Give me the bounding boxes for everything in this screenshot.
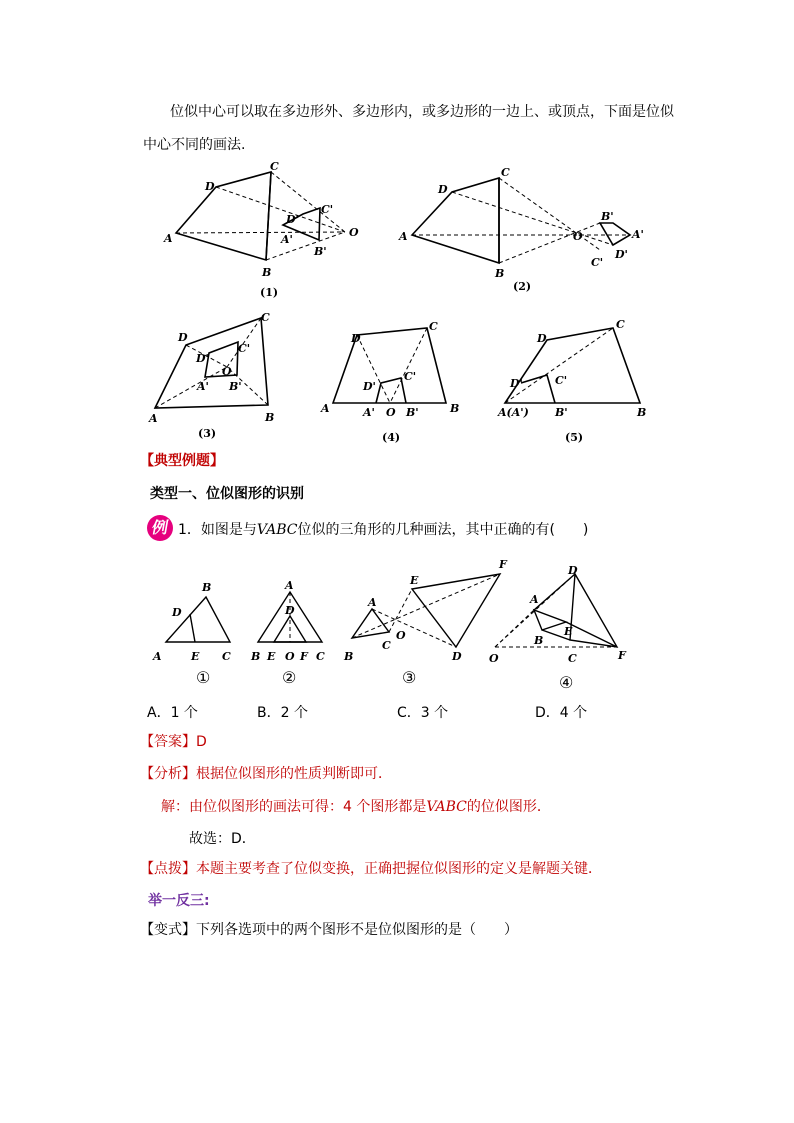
- label-a-prime: A': [281, 233, 293, 246]
- ex-label-e: E: [564, 625, 573, 638]
- example-badge: 例: [147, 515, 173, 541]
- ex-label-o: O: [489, 652, 499, 665]
- type-title: 类型一、位似图形的识别: [150, 486, 304, 502]
- label-c-prime: C': [238, 342, 251, 355]
- ex-label-c: C: [568, 652, 577, 665]
- figure-4: [318, 315, 468, 445]
- ex-label-c: C: [316, 650, 325, 663]
- option-d[interactable]: D．4 个: [535, 705, 588, 721]
- label-c: C: [261, 311, 270, 324]
- fig-number-4: ④: [559, 673, 574, 692]
- ex-label-c: C: [382, 639, 391, 652]
- label-d-prime: D': [510, 377, 523, 390]
- practice-title: 举一反三:: [148, 893, 210, 909]
- fig-number-3: ③: [402, 668, 417, 687]
- label-o: O: [573, 230, 583, 243]
- ex-label-f: F: [618, 649, 626, 662]
- label-b-prime: B': [601, 210, 614, 223]
- label-d-prime: D': [363, 380, 376, 393]
- label-a-prime: A': [197, 380, 209, 393]
- label-b: B: [265, 411, 275, 424]
- ex-label-e: E: [267, 650, 276, 663]
- ex-label-b: B: [534, 634, 544, 647]
- example-question: 1．如图是与VABC位似的三角形的几种画法，其中正确的有( ): [178, 522, 589, 538]
- figure-3: [145, 305, 295, 445]
- caption-4: (4): [382, 431, 401, 444]
- label-o: O: [349, 226, 359, 239]
- label-c-prime: C': [404, 370, 417, 383]
- caption-1: (1): [260, 286, 279, 299]
- variant-line: 【变式】下列各选项中的两个图形不是位似图形的是（ ）: [140, 922, 518, 938]
- label-b-prime: B': [314, 245, 327, 258]
- label-d-prime: D': [196, 352, 209, 365]
- figure-1: [160, 160, 370, 300]
- label-d: D: [537, 332, 547, 345]
- ex-label-a: A: [530, 593, 539, 606]
- label-b-prime: B': [406, 406, 419, 419]
- ex-label-b: B: [202, 581, 212, 594]
- ex-label-a: A: [285, 579, 294, 592]
- ex-label-e: E: [410, 574, 419, 587]
- label-a-a-prime: A(A'): [498, 406, 529, 419]
- label-c-prime: C': [321, 203, 334, 216]
- ex-label-f: F: [300, 650, 308, 663]
- label-d-prime: D': [615, 248, 628, 261]
- ex-label-a: A: [153, 650, 162, 663]
- label-c: C: [501, 166, 510, 179]
- option-b[interactable]: B．2 个: [257, 705, 308, 721]
- analysis-line: 【分析】根据位似图形的性质判断即可．: [140, 766, 392, 782]
- label-a-prime: A': [632, 228, 644, 241]
- label-c: C: [429, 320, 438, 333]
- fig-number-2: ②: [282, 668, 297, 687]
- label-b: B: [450, 402, 460, 415]
- ex-label-a: A: [368, 596, 377, 609]
- ex-label-o: O: [285, 650, 295, 663]
- label-c: C: [616, 318, 625, 331]
- label-b: B: [495, 267, 505, 280]
- intro-line-2: 中心不同的画法.: [143, 137, 246, 153]
- label-b: B: [637, 406, 647, 419]
- fig-number-1: ①: [196, 668, 211, 687]
- ex-label-d: D: [285, 604, 295, 617]
- label-d: D: [205, 180, 215, 193]
- label-d-prime: D': [286, 213, 299, 226]
- figure-2: [395, 160, 655, 300]
- label-d: D: [438, 183, 448, 196]
- label-a: A: [321, 402, 330, 415]
- figure-5: [495, 315, 655, 445]
- caption-2: (2): [513, 280, 532, 293]
- ex-label-d: D: [568, 564, 578, 577]
- option-a[interactable]: A．1 个: [147, 705, 198, 721]
- label-c-prime: C': [555, 374, 568, 387]
- caption-3: (3): [198, 427, 217, 440]
- choice-line: 故选：D．: [189, 831, 256, 847]
- label-c: C: [270, 160, 279, 173]
- label-a: A: [149, 412, 158, 425]
- ex-label-d: D: [172, 606, 182, 619]
- label-d: D: [178, 331, 188, 344]
- answer-line: 【答案】D: [140, 734, 207, 750]
- label-o: O: [386, 406, 396, 419]
- label-d: D: [351, 332, 361, 345]
- example-figures: [150, 552, 640, 692]
- intro-line-1: 位似中心可以取在多边形外、多边形内，或多边形的一边上、或顶点，下面是位似: [170, 104, 674, 120]
- caption-5: (5): [565, 431, 584, 444]
- label-b-prime: B': [555, 406, 568, 419]
- label-a-prime: A': [363, 406, 375, 419]
- option-c[interactable]: C．3 个: [397, 705, 449, 721]
- ex-label-b: B: [344, 650, 354, 663]
- tip-line: 【点拨】本题主要考查了位似变换，正确把握位似图形的定义是解题关键．: [140, 861, 602, 877]
- ex-label-e: E: [191, 650, 200, 663]
- section-header: 【典型例题】: [140, 453, 224, 469]
- ex-label-d: D: [452, 650, 462, 663]
- ex-label-f: F: [499, 558, 507, 571]
- solution-line: 解：由位似图形的画法可得：4 个图形都是VABC的位似图形．: [161, 799, 551, 815]
- ex-label-o: O: [396, 629, 406, 642]
- label-o: O: [222, 365, 232, 378]
- ex-label-b: B: [251, 650, 261, 663]
- ex-label-c: C: [222, 650, 231, 663]
- label-a: A: [164, 232, 173, 245]
- label-c-prime: C': [591, 256, 604, 269]
- label-b: B: [262, 266, 272, 279]
- label-b-prime: B': [229, 380, 242, 393]
- label-a: A: [399, 230, 408, 243]
